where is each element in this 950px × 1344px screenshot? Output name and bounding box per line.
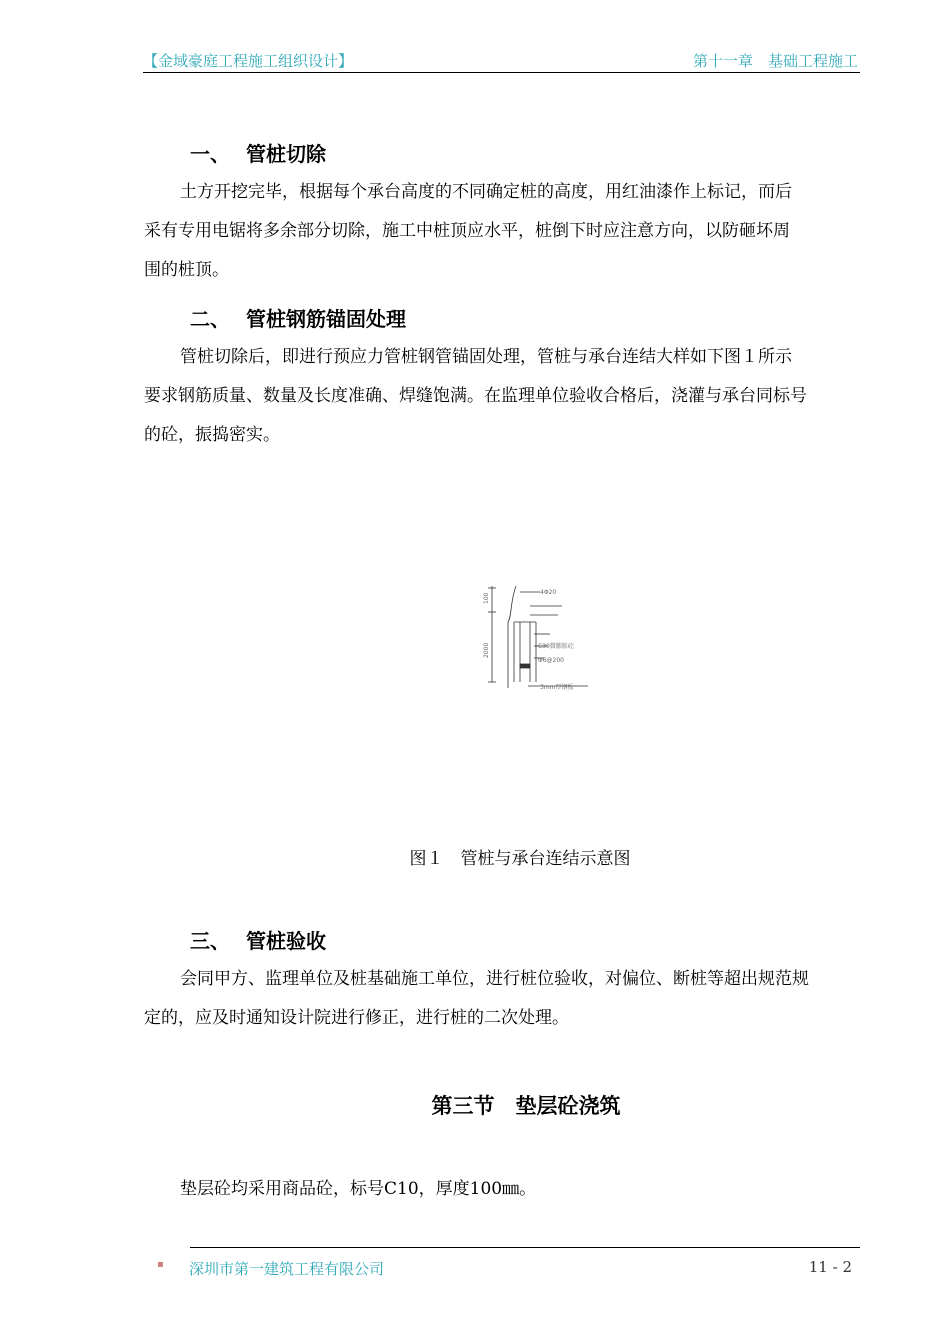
- pile-cap-connection-diagram: [478, 582, 598, 694]
- page-number: 11 - 2: [808, 1258, 852, 1276]
- paragraph-line: 采有专用电锯将多余部分切除，施工中桩顶应水平，桩倒下时应注意方向，以防砸坏周: [144, 221, 790, 241]
- section-number: 一、: [190, 142, 230, 166]
- section-title: 管桩验收: [246, 929, 326, 953]
- paragraph-line: 的砼，振捣密实。: [144, 425, 280, 445]
- final-paragraph: [144, 1170, 860, 1209]
- section-number: 二、: [190, 307, 230, 331]
- dimension-label: 100: [483, 592, 490, 604]
- footer-bullet-icon: ▪: [157, 1259, 164, 1270]
- section-title: 管桩钢筋锚固处理: [246, 307, 406, 331]
- section-title: 管桩切除: [246, 142, 326, 166]
- stirrup-label: Φ6@200: [538, 657, 564, 664]
- header-rule: [143, 72, 860, 73]
- steel-plate-label: 3mm厚钢板: [540, 684, 574, 691]
- section-2-paragraph: [144, 338, 860, 455]
- paragraph-line: 会同甲方、监理单位及桩基础施工单位，进行桩位验收，对偏位、断桩等超出规范规: [180, 969, 809, 989]
- section-1-paragraph: [144, 173, 860, 290]
- section-heading-3: [190, 925, 326, 954]
- header-document-title: 【金域豪庭工程施工组织设计】: [143, 52, 354, 70]
- section-heading-2: [190, 303, 406, 332]
- footer-rule: [190, 1247, 860, 1248]
- paragraph-line: 要求钢筋质量、数量及长度准确、焊缝饱满。在监理单位验收合格后，浇灌与承台同标号: [144, 386, 807, 406]
- header-chapter-title: 第十一章 基础工程施工: [692, 52, 858, 70]
- figure-caption: 图１ 管桩与承台连结示意图: [409, 849, 631, 869]
- section-heading-1: [190, 138, 326, 167]
- footer-company-name: 深圳市第一建筑工程有限公司: [189, 1260, 385, 1278]
- paragraph-line: 围的桩顶。: [144, 260, 229, 280]
- paragraph-line: 管桩切除后，即进行预应力管桩钢管锚固处理，管桩与承台连结大样如下图１所示: [180, 347, 792, 367]
- section-number: 三、: [190, 929, 230, 953]
- chapter-section-title: 第三节 垫层砼浇筑: [431, 1094, 621, 1118]
- paragraph-line: 土方开挖完毕，根据每个承台高度的不同确定桩的高度，用红油漆作上标记，而后: [180, 182, 792, 202]
- dimension-label: 2000: [483, 642, 490, 658]
- rebar-label: 4Φ20: [540, 589, 557, 596]
- paragraph-line: 垫层砼均采用商品砼，标号C10，厚度100㎜。: [180, 1179, 537, 1199]
- concrete-label: C30微膨胀砼: [538, 643, 574, 650]
- paragraph-line: 定的，应及时通知设计院进行修正，进行桩的二次处理。: [144, 1008, 569, 1028]
- section-3-paragraph: [144, 960, 860, 1038]
